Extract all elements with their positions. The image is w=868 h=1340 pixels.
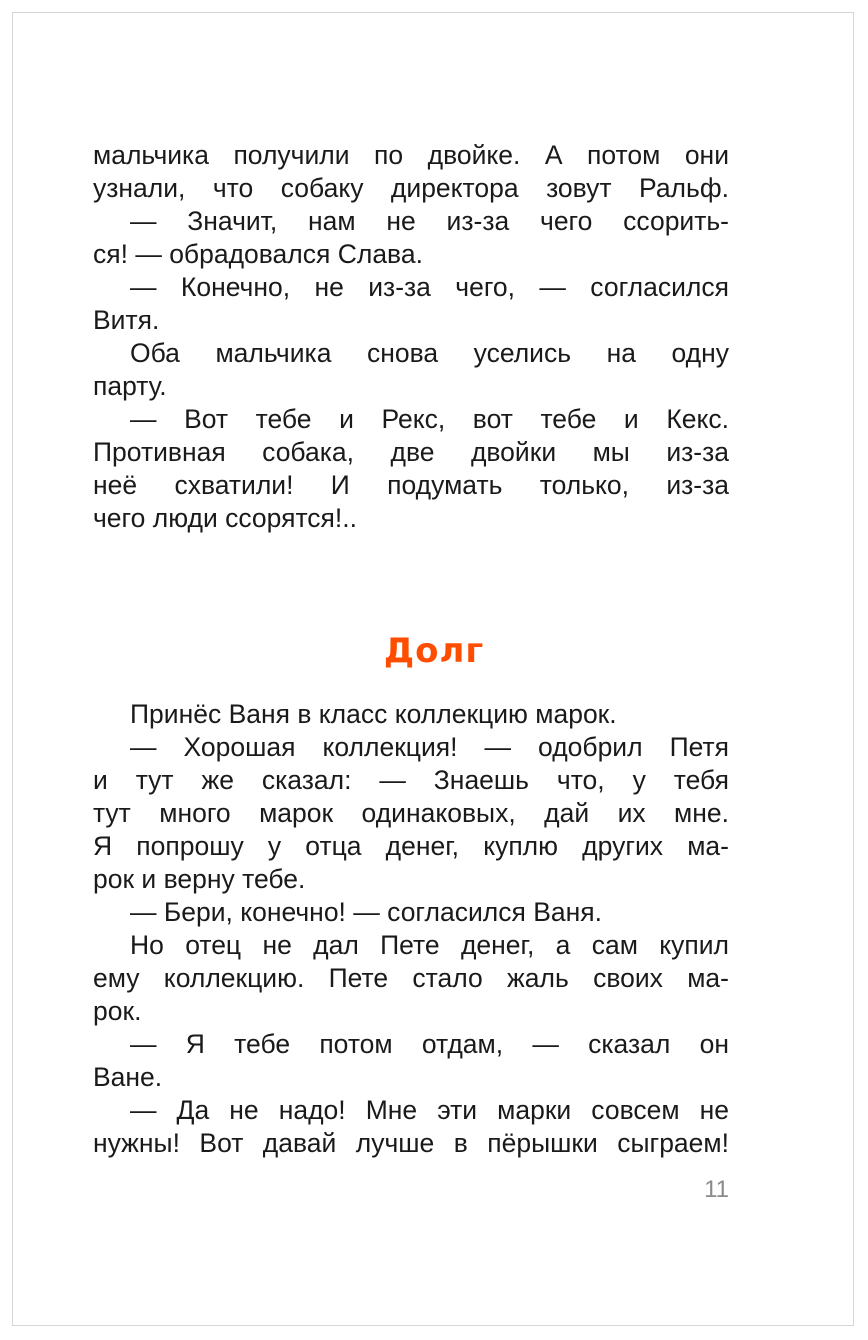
text-line: Витя. [93,305,160,335]
text-line: ему коллекцию. Пете стало жаль своих ма- [93,963,729,993]
text-line: и тут же сказал: — Знаешь что, у тебя [93,765,729,795]
text-line: — Значит, нам не из-за чего ссорить- [130,206,729,236]
text-line: — Хорошая коллекция! — одобрил Петя [130,732,729,762]
text-line: чего люди ссорятся!.. [93,503,357,533]
text-line: — Да не надо! Мне эти марки совсем не [130,1095,729,1125]
text-line: мальчика получили по двойке. А потом они [93,140,729,170]
text-line: рок и верну тебе. [93,864,306,894]
text-line: — Конечно, не из-за чего, — согласился [130,272,729,302]
text-line: Я попрошу у отца денег, куплю других ма- [93,831,729,861]
story-title: Долг [383,631,485,671]
text-line: парту. [93,371,167,401]
text-line: Но отец не дал Пете денег, а сам купил [130,930,729,960]
text-line: — Я тебе потом отдам, — сказал он [130,1029,729,1059]
text-line: ся! — обрадовался Слава. [93,239,423,269]
text-line: Противная собака, две двойки мы из-за [93,437,729,467]
text-line: нужны! Вот давай лучше в пёрышки сыграем! [93,1128,729,1158]
page-number: 11 [704,1176,729,1203]
text-line: Оба мальчика снова уселись на одну [130,338,729,368]
text-line: неё схватили! И подумать только, из-за [93,470,729,500]
text-line: — Бери, конечно! — согласился Ваня. [130,897,602,927]
text-line: Принёс Ваня в класс коллекцию марок. [130,699,617,729]
text-line: — Вот тебе и Рекс, вот тебе и Кекс. [130,404,729,434]
text-line: рок. [93,996,142,1026]
text-line: Ване. [93,1062,163,1092]
text-line: тут много марок одинаковых, дай их мне. [93,798,729,828]
text-line: узнали, что собаку директора зовут Ральф. [93,173,729,203]
